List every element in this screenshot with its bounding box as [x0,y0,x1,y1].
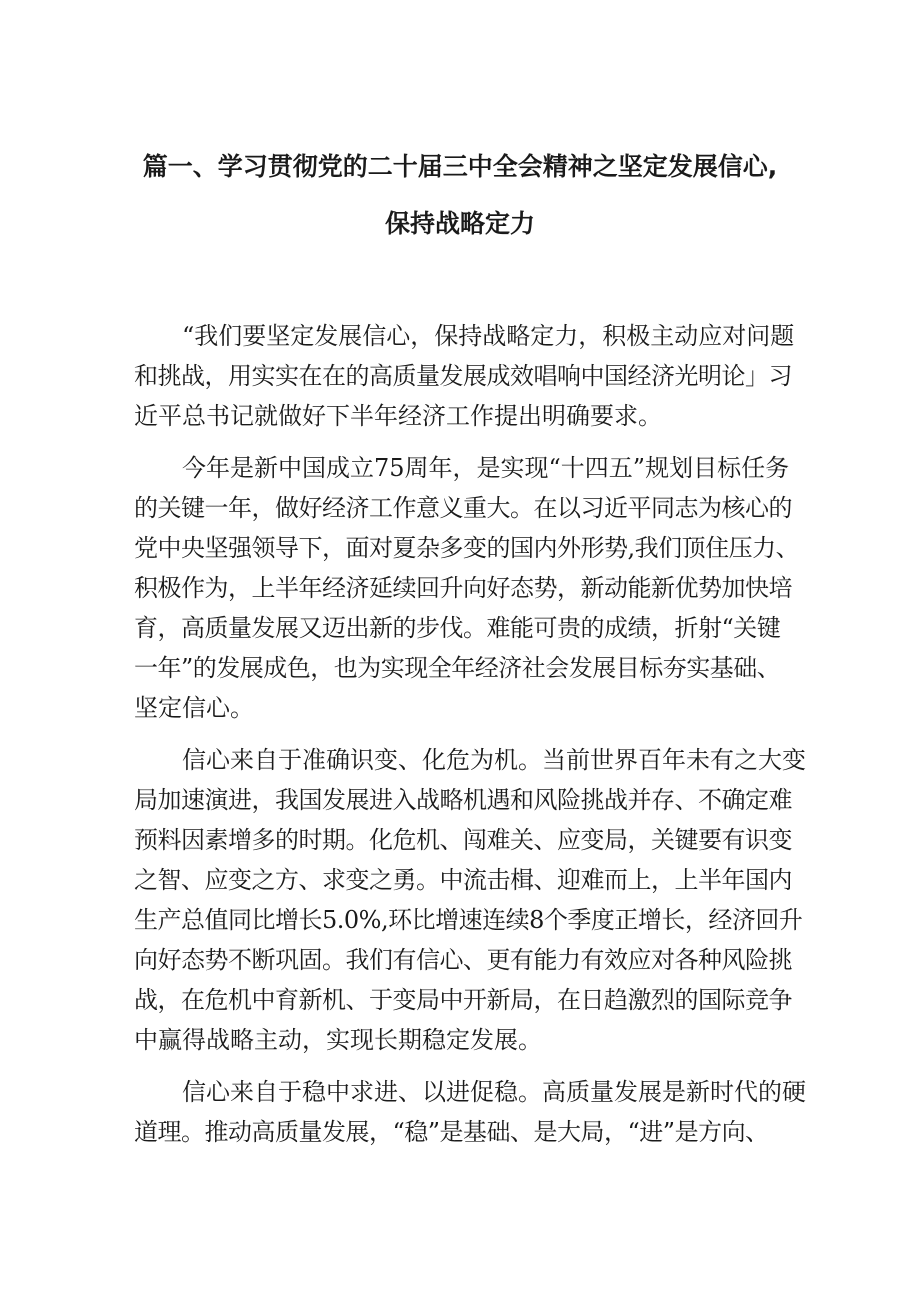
text-line: 局加速演进，我国发展进入战略机遇和风险挑战并存、不确定难 [134,786,792,814]
text-line: 信心来自于稳中求进、以进促稳。高质量发展是新时代的硬 [182,1078,806,1106]
paragraph-1 [134,316,794,436]
document-body [134,316,806,1152]
text-line: 育，高质量发展又迈出新的步伐。难能可贵的成绩，折射“关键 [134,614,781,642]
text-line: 和挑战，用实实在在的高质量发展成效唱响中国经济光明论」习 [134,362,792,390]
title-line-1: 篇一、学习贯彻党的二十届三中全会精神之坚定发展信心, [142,152,778,181]
text-line: 积极作为，上半年经济延续回升向好态势，新动能新优势加快培 [134,574,792,602]
text-line: 道理。推动高质量发展，“稳”是基础、是大局，“进”是方向、 [134,1118,769,1146]
text-line: 近平总书记就做好下半年经济工作提出明确要求。 [134,402,662,430]
text-line: 向好态势不断巩固。我们有信心、更有能力有效应对各种风险挑 [134,946,792,974]
paragraph-3 [134,740,806,1060]
text-line: 信心来自于准确识变、化危为机。当前世界百年未有之大变 [182,746,806,774]
text-line: 今年是新中国成立75周年，是实现“十四五”规划目标任务 [182,454,790,482]
text-line: 坚定信心。 [134,694,254,722]
paragraph-4 [134,1072,806,1152]
title-line-2: 保持战略定力 [384,209,535,238]
text-line: “我们要坚定发展信心，保持战略定力，积极主动应对问题 [182,322,795,350]
text-line: 的关键一年，做好经济工作意义重大。在以习近平同志为核心的 [134,494,792,522]
text-line: 生产总值同比增长5.0%,环比增速连续8个季度正增长，经济回升 [134,906,803,934]
text-line: 一年”的发展成色，也为实现全年经济社会发展目标夯实基础、 [134,654,781,682]
text-line: 党中央坚强领导下，面对夏杂多变的国内外形势,我们顶住压力、 [134,534,800,562]
document-title [0,152,920,239]
text-line: 战，在危机中育新机、于变局中开新局，在日趋激烈的国际竞争 [134,986,792,1014]
text-line: 中赢得战略主动，实现长期稳定发展。 [134,1026,542,1054]
paragraph-2 [134,448,800,728]
text-line: 预料因素增多的时期。化危机、闯难关、应变局，关键要有识变 [134,826,792,854]
text-line: 之智、应变之方、求变之勇。中流击楫、迎难而上，上半年国内 [134,866,792,894]
